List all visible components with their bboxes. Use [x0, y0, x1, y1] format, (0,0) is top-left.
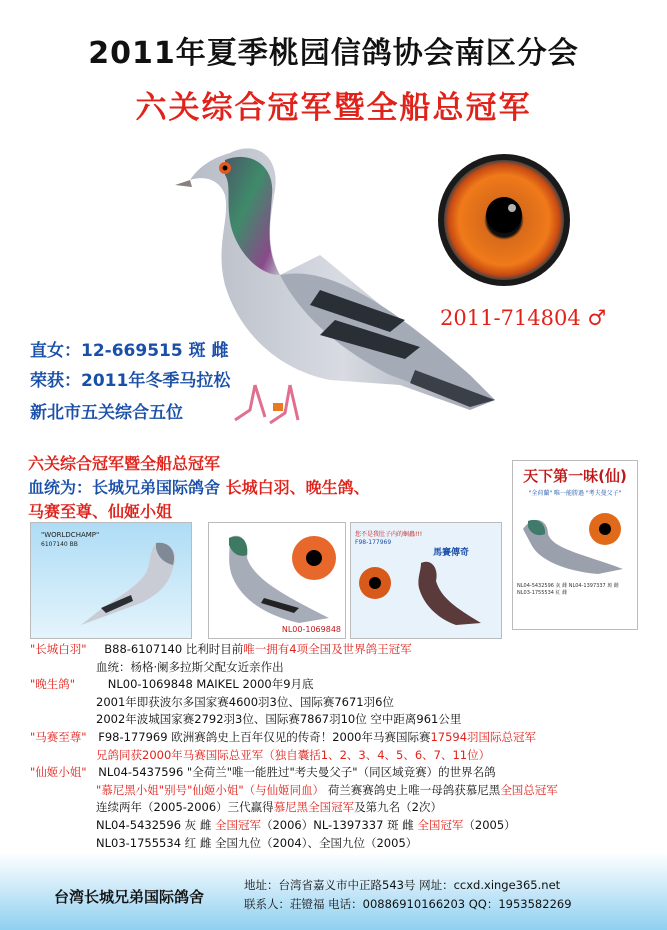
dam-line: 直女：12-669515 斑 雌	[30, 341, 229, 361]
marseille-brother: 兄鸽同获2000年马赛国际总亚军（独自囊括1、2、3、4、5、6、7、11位）	[96, 747, 491, 762]
thumb4-title: 天下第一味(仙)	[523, 467, 627, 485]
row-label-great-wall	[30, 641, 558, 659]
offspring-1b: 全国冠军	[214, 817, 261, 832]
thumb4-pigeon	[513, 499, 637, 579]
row-marseille	[30, 729, 558, 747]
sienna-championship: 全国总冠军	[500, 782, 558, 797]
sienna-munich	[30, 782, 558, 800]
pedigree-description	[30, 641, 558, 852]
label-marseille: "马赛至尊"	[30, 729, 87, 744]
row-late-bird	[30, 676, 558, 694]
pigeon-eye-photo	[434, 150, 574, 290]
late-bird-2001: 2001年即获波尔多国家赛4600羽3位、国际赛7671羽6位	[96, 694, 394, 709]
thumbnail-latebird	[208, 522, 346, 639]
thumb4-rings: NL04-5432596 灰 雌 NL04-1397337 斑 雌 NL03-1755534 紅 雌	[517, 583, 619, 596]
thumb3-title: 您不是我肚子内的蛔蟲!!!	[355, 531, 423, 538]
award-line: 荣获：2011年冬季马拉松	[30, 371, 231, 391]
row-sienna	[30, 764, 558, 782]
thumb1-pigeon	[61, 533, 186, 633]
late-bird-ring: NL00-1069848 MAIKEL 2000年9月底	[107, 677, 314, 692]
sienna-offspring-1	[30, 817, 558, 835]
thumb3-pigeon	[351, 553, 501, 638]
contact-line: 联系人：荘镫福 电话：00886910166203 QQ：1953582269	[244, 897, 572, 911]
label-late-bird: "晚生鸽"	[30, 677, 76, 692]
lineage-title: 六关综合冠军暨全船总冠军	[28, 454, 221, 473]
thumb1-ring: 6107140 BB	[41, 541, 78, 548]
ring-number: 2011-714804 ♂	[440, 306, 607, 330]
offspring-1a: NL04-5432596 灰 雌	[96, 817, 215, 832]
address-line: 地址：台湾省嘉义市中正路543号 网址：ccxd.xinge365.net	[244, 878, 561, 892]
label-sienna: "仙姬小姐"	[30, 765, 87, 780]
lineage-prefix: 血统为：长城兄弟国际鸽舍	[28, 478, 221, 497]
poster-subtitle: 六关综合冠军暨全船总冠军	[135, 90, 532, 126]
thumbnail-worldchamp	[30, 522, 192, 639]
thumb1-caption: "WORLDCHAMP"	[41, 531, 100, 539]
great-wall-ring: B88-6107140 比利时目前	[104, 642, 244, 656]
marseille-ring: F98-177969 欧洲赛鸽史上百年仅见的传奇！2000年马赛国际赛	[98, 729, 431, 744]
offspring-1e: （2005）	[463, 817, 516, 832]
sienna-two-years-a: 连续两年（2005-2006）三代赢得	[96, 800, 274, 815]
label-great-wall: "长城白羽"	[30, 642, 87, 656]
great-wall-bloodline: 血统：杨格·阑多拉斯父配女近亲作出	[96, 659, 284, 674]
thumb3-name: 馬賽傳奇	[433, 548, 470, 558]
sienna-history: 荷兰赛赛鸽史上唯一母鸽获慕尼黑	[327, 782, 501, 797]
sienna-two-years	[30, 799, 558, 817]
offspring-1d: 全国冠军	[417, 817, 464, 832]
thumbnail-sienna-ad	[512, 460, 638, 630]
thumb4-sub: "全荷蘭" 唯一能勝過 "考夫曼父子"	[528, 490, 622, 497]
lineage-breeds-2: 马赛至尊、仙姬小姐	[28, 502, 173, 521]
place-line: 新北市五关综合五位	[30, 403, 183, 423]
offspring-1c: （2006）NL-1397337 斑 雌	[260, 817, 418, 832]
thumb2-pigeon	[209, 523, 345, 638]
sienna-two-years-b: 慕尼黑全国冠军	[273, 800, 355, 815]
marseille-title: 17594羽国际总冠军	[430, 729, 537, 744]
great-wall-titles: 唯一拥有4项全国及世界鸽王冠军	[243, 642, 412, 656]
contact-block	[244, 876, 572, 914]
sienna-ring: NL04-5437596 "全荷兰"唯一能胜过"考夫曼父子"（同区域竞赛）的世界名鸽	[98, 765, 496, 780]
sienna-offspring-2: NL03-1755534 红 雌 全国九位（2004）、全国九位（2005）	[96, 835, 418, 850]
sienna-alias: "慕尼黑小姐"别号"仙姬小姐"（与仙姬同血）	[96, 782, 325, 797]
sienna-two-years-c: 及第九名（2次）	[354, 800, 443, 815]
thumb3-ring: F98-177969	[355, 539, 392, 546]
poster-title: 2011年夏季桃园信鸽协会南区分会	[88, 36, 579, 71]
lineage-breeds: 长城白羽、晚生鸽、	[225, 478, 370, 497]
late-bird-2002: 2002年波城国家赛2792羽3位、国际赛7867羽10位 空中距离961公里	[96, 712, 462, 727]
lineage-block	[28, 452, 370, 524]
thumbnail-marseille	[350, 522, 502, 639]
thumb2-ring: NL00-1069848	[281, 625, 341, 634]
club-name: 台湾长城兄弟国际鸽舍	[54, 888, 205, 906]
